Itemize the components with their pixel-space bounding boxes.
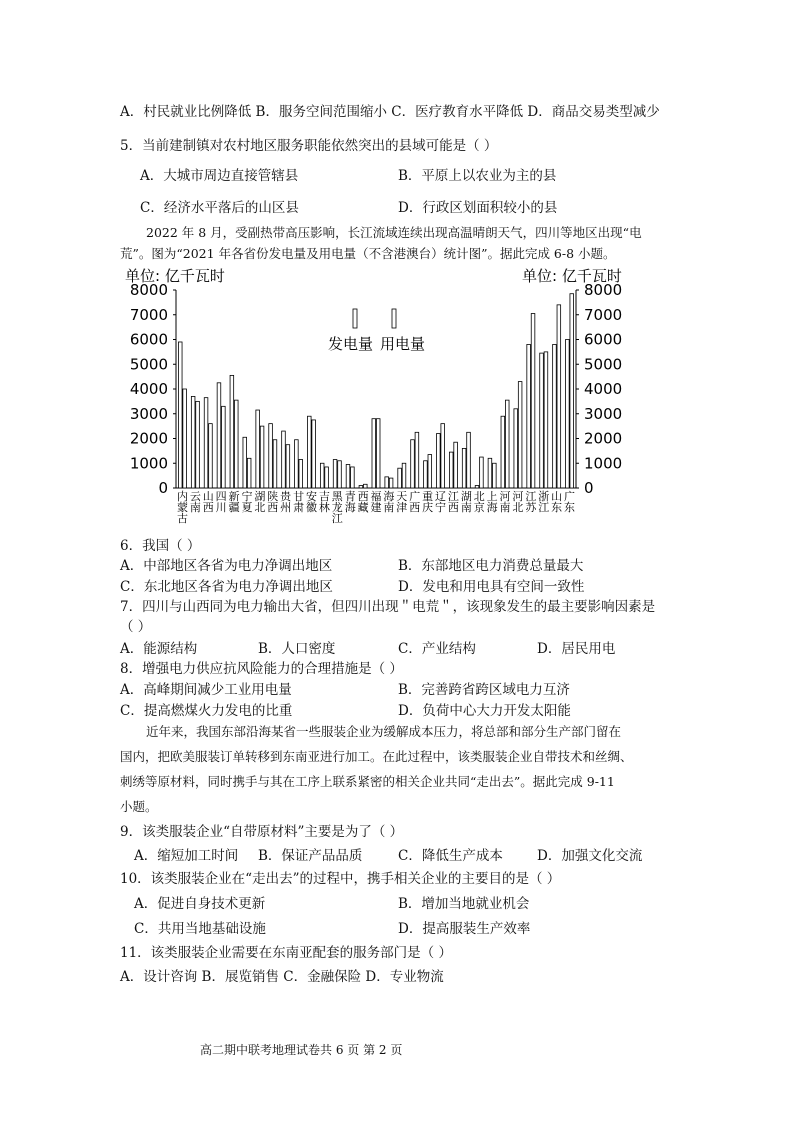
unit-label-left: 单位: 亿千瓦时 [125, 267, 225, 285]
bar-generation-18 [411, 440, 415, 488]
q8-option-c: C．提高燃煤火力发电的比重 [120, 703, 293, 719]
bar-generation-15 [372, 419, 376, 488]
q8-option-d: D．负荷中心大力开发太阳能 [398, 703, 571, 719]
bar-consumption-24 [493, 463, 497, 488]
x-tick-label: 西藏 [357, 490, 369, 514]
q9-option-d: D．加强文化交流 [537, 848, 643, 864]
bar-generation-27 [527, 344, 531, 488]
bar-consumption-23 [480, 457, 484, 488]
bar-generation-8 [282, 431, 286, 488]
x-tick-label: 浙江 [538, 490, 550, 514]
x-tick-label: 安徽 [305, 490, 317, 514]
x-tick-label: 天津 [396, 490, 408, 514]
y-tick-left: 8000 [129, 281, 168, 299]
bar-generation-10 [307, 416, 311, 488]
q5-option-a: A．大城市周边直接管辖县 [140, 168, 299, 184]
x-tick-label: 云南 [189, 490, 201, 514]
x-tick-label: 江苏 [525, 490, 537, 514]
bar-generation-14 [359, 486, 363, 488]
bar-generation-7 [269, 424, 273, 488]
bar-consumption-17 [402, 463, 406, 488]
x-tick-label: 河北 [512, 490, 524, 514]
q10-stem: 10．该类服装企业在“走出去”的过程中，携手相关企业的主要目的是（ ） [120, 871, 561, 887]
legend-consumption: 用电量 [380, 335, 426, 353]
intro-6-8-line2: 荒”。图为“2021 年各省份发电量及用电量（不含港澳台）统计图”。据此完成 6-8 小题。 [120, 246, 616, 261]
q6-option-a: A．中部地区各省为电力净调出地区 [120, 558, 333, 574]
bar-consumption-27 [531, 314, 535, 488]
bar-generation-11 [320, 463, 324, 488]
legend-swatch-generation [353, 309, 357, 328]
bar-consumption-22 [467, 432, 471, 488]
y-tick-right: 1000 [584, 454, 623, 473]
q8-stem: 8．增强电力供应抗风险能力的合理措施是（ ） [120, 661, 403, 677]
q6-stem: 6．我国（ ） [120, 538, 201, 554]
x-tick-label: 湖南 [460, 490, 472, 514]
y-tick-left: 5000 [129, 355, 168, 374]
q7-paren: （ ） [120, 619, 152, 635]
y-tick-right: 8000 [584, 281, 623, 299]
q5-stem: 5．当前建制镇对农村地区服务职能依然突出的县域可能是（ ） [120, 138, 498, 154]
bar-consumption-0 [183, 389, 187, 488]
bar-generation-26 [514, 409, 518, 488]
bar-consumption-29 [557, 305, 561, 488]
bar-generation-2 [204, 398, 208, 488]
x-tick-label: 海南 [383, 490, 395, 514]
bar-generation-12 [333, 460, 337, 488]
x-tick-label: 内蒙古 [176, 490, 188, 525]
q9-option-c: C．降低生产成本 [398, 848, 503, 864]
page-footer: 高二期中联考地理试卷共 6 页 第 2 页 [200, 1043, 403, 1057]
q6-option-c: C．东北地区各省为电力净调出地区 [120, 579, 333, 595]
legend-swatch-consumption [392, 309, 396, 328]
bar-consumption-8 [286, 445, 290, 488]
bar-consumption-12 [338, 461, 342, 488]
bar-consumption-1 [196, 401, 200, 488]
bar-generation-9 [295, 440, 299, 488]
x-tick-label: 新疆 [228, 490, 240, 514]
y-tick-left: 2000 [129, 429, 168, 448]
y-tick-left: 7000 [129, 305, 168, 324]
intro-9-11-line2: 国内，把欧美服装订单转移到东南亚进行加工。在此过程中，该类服装企业自带技术和丝绸、 [120, 749, 633, 764]
bar-generation-22 [462, 448, 466, 488]
q10-option-c: C．共用当地基础设施 [134, 921, 266, 937]
bar-consumption-5 [247, 458, 251, 488]
y-tick-left: 3000 [129, 404, 168, 423]
q8-option-a: A．高峰期间减少工业用电量 [120, 682, 292, 698]
x-tick-label: 北京 [473, 490, 485, 514]
bar-consumption-4 [234, 400, 238, 488]
intro-9-11-line3: 刺绣等原材料，同时携手与其在工序上联系紧密的相关企业共同“走出去”。据此完成 9-11 [120, 774, 615, 789]
q10-option-d: D．提高服装生产效率 [398, 921, 531, 937]
x-tick-label: 青海 [344, 490, 356, 514]
q11-stem: 11．该类服装企业需要在东南亚配套的服务部门是（ ） [120, 945, 452, 961]
y-tick-left: 0 [158, 479, 168, 497]
y-tick-left: 4000 [129, 380, 168, 398]
power-chart [120, 262, 640, 532]
q7-option-b: B．人口密度 [258, 641, 336, 657]
x-tick-label: 辽宁 [435, 490, 447, 514]
y-tick-right: 2000 [584, 429, 623, 448]
bar-consumption-19 [428, 455, 432, 488]
intro-9-11-line1: 近年来，我国东部沿海某省一些服装企业为缓解成本压力，将总部和部分生产部门留在 [146, 724, 622, 739]
bar-generation-0 [178, 342, 182, 488]
y-tick-right: 5000 [584, 355, 623, 374]
bar-generation-24 [488, 458, 492, 488]
q9-option-a: A．缩短加工时间 [134, 848, 239, 864]
bar-consumption-6 [260, 426, 264, 488]
y-tick-right: 3000 [584, 404, 623, 423]
bar-consumption-20 [441, 424, 445, 488]
x-tick-label: 四川 [215, 490, 227, 514]
bar-generation-6 [256, 410, 260, 488]
y-tick-left: 6000 [129, 330, 168, 349]
bar-consumption-18 [415, 432, 419, 488]
bar-consumption-7 [273, 440, 277, 488]
bar-generation-19 [424, 461, 428, 488]
q10-option-b: B．增加当地就业机会 [398, 896, 530, 912]
bar-generation-17 [398, 468, 402, 488]
q11-options: A．设计咨询 B．展览销售 C．金融保险 D．专业物流 [120, 969, 444, 985]
q7-stem: 7．四川与山西同为电力输出大省，但四川出现＂电荒＂，该现象发生的最主要影响因素是 [120, 599, 656, 615]
bar-consumption-30 [570, 294, 574, 488]
x-tick-label: 广东 [564, 490, 576, 514]
q10-option-a: A．促进自身技术更新 [134, 896, 266, 912]
q7-option-a: A．能源结构 [120, 641, 198, 657]
q8-option-b: B．完善跨省跨区域电力互济 [398, 682, 570, 698]
q9-option-b: B．保证产品品质 [258, 848, 363, 864]
bar-generation-5 [243, 437, 247, 488]
bar-consumption-16 [389, 478, 393, 488]
bar-generation-23 [475, 486, 479, 488]
x-tick-label: 吉林 [318, 490, 330, 514]
intro-9-11-line4: 小题。 [120, 799, 158, 814]
bar-consumption-14 [363, 484, 367, 488]
x-tick-label: 贵州 [280, 490, 292, 514]
bar-consumption-10 [312, 420, 316, 488]
q9-stem: 9．该类服装企业“自带原材料”主要是为了（ ） [120, 824, 404, 840]
intro-6-8-line1: 2022 年 8 月，受副热带高压影响，长江流域连续出现高温晴朗天气，四川等地区出现“电 [146, 225, 642, 240]
bar-consumption-11 [325, 467, 329, 488]
bar-generation-20 [437, 434, 441, 488]
bar-consumption-2 [209, 424, 213, 488]
bar-consumption-15 [376, 419, 380, 488]
bar-generation-4 [230, 375, 234, 488]
y-tick-right: 0 [584, 479, 594, 497]
bar-generation-30 [566, 340, 570, 489]
y-tick-left: 1000 [129, 454, 168, 473]
bar-consumption-26 [518, 382, 522, 488]
bar-generation-29 [553, 344, 557, 488]
q6-option-d: D．发电和用电具有空间一致性 [398, 579, 585, 595]
x-tick-label: 上海 [486, 490, 498, 514]
q7-option-d: D．居民用电 [537, 641, 616, 657]
x-tick-label: 山东 [551, 490, 563, 514]
bar-generation-3 [217, 383, 221, 488]
bar-consumption-13 [351, 467, 355, 488]
q5-option-d: D．行政区划面积较小的县 [398, 200, 558, 216]
x-tick-label: 重庆 [422, 490, 434, 514]
x-tick-label: 江西 [447, 490, 459, 514]
q5-option-b: B．平原上以农业为主的县 [398, 168, 557, 184]
bar-consumption-25 [505, 400, 509, 488]
x-tick-label: 湖北 [254, 490, 266, 514]
bar-consumption-28 [544, 352, 548, 488]
x-tick-label: 山西 [202, 490, 214, 514]
bar-consumption-9 [299, 460, 303, 488]
x-tick-label: 福建 [370, 490, 382, 514]
bar-generation-13 [346, 464, 350, 488]
bar-generation-21 [449, 452, 453, 488]
y-tick-right: 4000 [584, 380, 623, 398]
q7-option-c: C．产业结构 [398, 641, 476, 657]
unit-label-right: 单位: 亿千瓦时 [522, 267, 622, 285]
y-tick-right: 7000 [584, 305, 623, 324]
q6-option-b: B．东部地区电力消费总量最大 [398, 558, 584, 574]
x-tick-label: 广西 [409, 490, 421, 514]
bar-generation-16 [385, 477, 389, 488]
bar-generation-1 [191, 396, 195, 488]
y-tick-right: 6000 [584, 330, 623, 349]
bar-consumption-21 [454, 442, 458, 488]
x-tick-label: 黑龙江 [331, 490, 343, 525]
x-tick-label: 陕西 [267, 490, 279, 514]
bar-consumption-3 [222, 406, 226, 488]
bar-generation-28 [540, 353, 544, 488]
q4-options: A．村民就业比例降低 B．服务空间范围缩小 C．医疗教育水平降低 D．商品交易类型减少 [120, 104, 660, 120]
x-tick-label: 宁夏 [241, 490, 253, 514]
legend-generation: 发电量 [328, 335, 374, 353]
x-tick-label: 河南 [499, 490, 511, 514]
q5-option-c: C．经济水平落后的山区县 [140, 200, 299, 216]
bar-generation-25 [501, 416, 505, 488]
x-tick-label: 甘肃 [293, 490, 305, 514]
